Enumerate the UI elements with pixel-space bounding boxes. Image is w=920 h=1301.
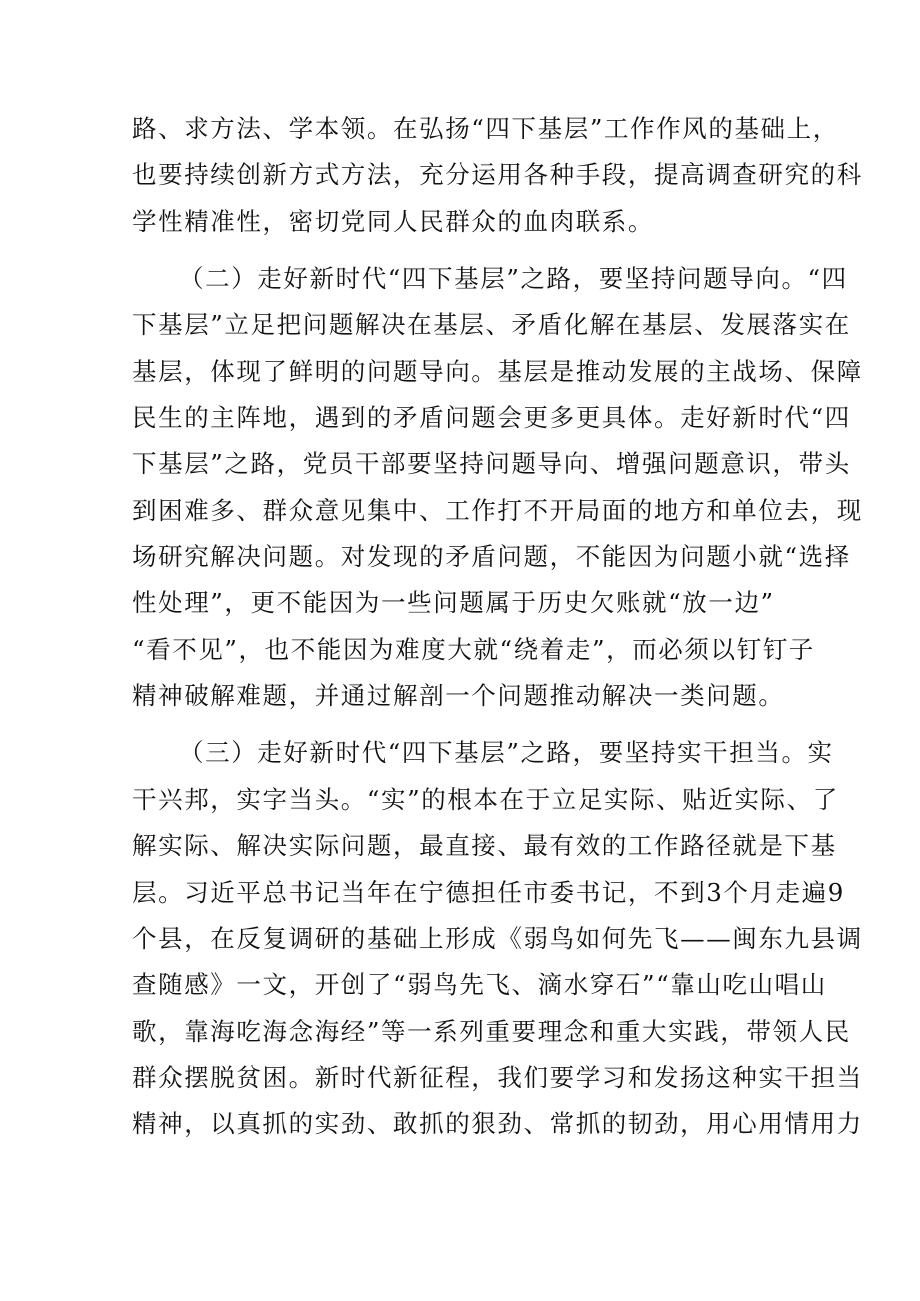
text-line: 下基层”之路，党员干部要坚持问题导向、增强问题意识，带头 — [132, 449, 851, 479]
text-line: “看不见”，也不能因为难度大就“绕着走”，而必须以钉钉子 — [132, 634, 815, 664]
paragraph-2 — [132, 256, 863, 719]
text-line: 基层，体现了鲜明的问题导向。基层是推动发展的主战场、保障 — [132, 356, 863, 386]
paragraph-3 — [132, 730, 863, 1147]
text-line: 学性精准性，密切党同人民群众的血肉联系。 — [132, 206, 654, 236]
text-line: 场研究解决问题。对发现的矛盾问题，不能因为问题小就“选择 — [132, 542, 851, 572]
document-body — [132, 106, 863, 1148]
text-line: 精神，以真抓的实劲、敢抓的狠劲、常抓的韧劲，用心用情用力 — [132, 1109, 863, 1139]
text-line: 也要持续创新方式方法，充分运用各种手段，提高调查研究的科 — [132, 160, 863, 190]
text-line: 下基层”立足把问题解决在基层、矛盾化解在基层、发展落实在 — [132, 310, 851, 340]
text-line: 查随感》一文，开创了“弱鸟先飞、滴水穿石”“靠山吃山唱山 — [132, 970, 827, 1000]
text-line: 干兴邦，实字当头。“实”的根本在于立足实际、贴近实际、了 — [132, 784, 839, 814]
text-line: （三）走好新时代“四下基层”之路，要坚持实干担当。实 — [179, 738, 834, 768]
text-line: 个县，在反复调研的基础上形成《弱鸟如何先飞——闽东九县调 — [132, 923, 863, 953]
text-line: （二）走好新时代“四下基层”之路，要坚持问题导向。“四 — [179, 264, 848, 294]
text-line: 到困难多、群众意见集中、工作打不开局面的地方和单位去，现 — [132, 495, 863, 525]
paragraph-1 — [132, 106, 863, 245]
text-line: 民生的主阵地，遇到的矛盾问题会更多更具体。走好新时代“四 — [132, 403, 851, 433]
text-line: 路、求方法、学本领。在弘扬“四下基层”工作作风的基础上， — [132, 114, 839, 143]
text-line: 解实际、解决实际问题，最直接、最有效的工作路径就是下基 — [132, 831, 837, 861]
text-line: 层。习近平总书记当年在宁德担任市委书记，不到3个月走遍9 — [132, 877, 845, 907]
text-line: 群众摆脱贫困。新时代新征程，我们要学习和发扬这种实干担当 — [132, 1062, 863, 1092]
text-line: 歌，靠海吃海念海经”等一系列重要理念和重大实践，带领人民 — [132, 1016, 851, 1046]
text-line: 性处理”，更不能因为一些问题属于历史欠账就“放一边” — [132, 588, 775, 618]
text-line: 精神破解难题，并通过解剖一个问题推动解决一类问题。 — [132, 681, 785, 711]
